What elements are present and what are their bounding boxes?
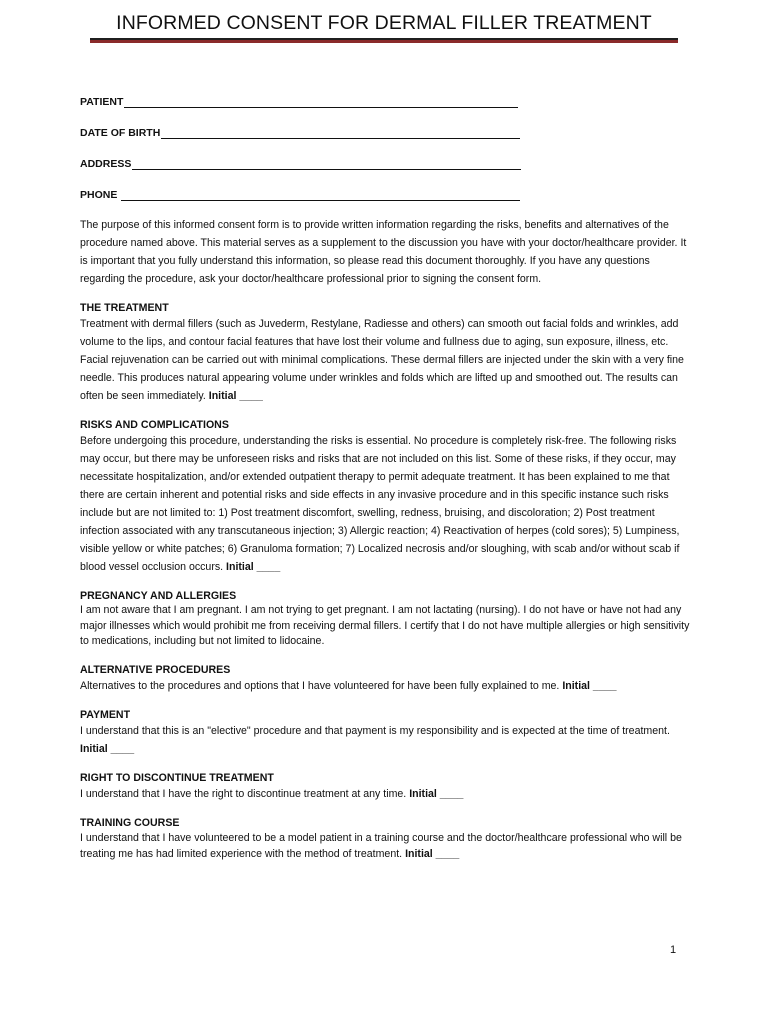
initial-field[interactable]: Initial ____ [405, 847, 460, 860]
initial-field[interactable]: Initial ____ [208, 390, 263, 402]
patient-label: PATIENT [80, 96, 124, 108]
document-title: INFORMED CONSENT FOR DERMAL FILLER TREATMENT [116, 12, 652, 34]
section-body-alternatives: Alternatives to the procedures and options that I have volunteered for have been fully explained to me. Initial ____ [80, 679, 617, 692]
section-body-discontinue: I understand that I have the right to discontinue treatment at any time. Initial ____ [80, 787, 464, 800]
date-of-birth-label: DATE OF BIRTH [80, 127, 161, 139]
initial-field[interactable]: Initial ____ [226, 561, 281, 573]
section-heading-payment: PAYMENT [80, 708, 131, 721]
phone-label: PHONE [80, 189, 121, 201]
section-heading-discontinue: RIGHT TO DISCONTINUE TREATMENT [80, 771, 274, 784]
address-blank-line[interactable] [132, 158, 521, 170]
section-body-treatment: Treatment with dermal fillers (such as Juvederm, Restylane, Radiesse and others) can smooth out facial folds and wrinkles, add volume to the lips, and contour facial features that have lost their volume and fullness due to aging, sun exposure, illness, etc. Facial rejuvenation can be carried out with minimal complications. These dermal fillers are injected under the skin with a very fine needle. This produces natural appearing volume under wrinkles and folds which are lifted up and smoothed out. The results can often be seen immediately. Initial ____ [80, 318, 684, 402]
initial-field[interactable]: Initial ____ [409, 787, 464, 800]
address-field[interactable] [80, 156, 521, 170]
section-heading-pregnancy: PREGNANCY AND ALLERGIES [80, 590, 237, 602]
section-heading-alternatives: ALTERNATIVE PROCEDURES [80, 663, 231, 676]
intro-paragraph: The purpose of this informed consent form is to provide written information regarding the risks, benefits and alternatives of the procedure named above. This material serves as a supplement to the discussion you have with your doctor/healthcare provider. It is important that you fully understand this information, so please read this document thoroughly. If you have any questions regarding the procedure, ask your doctor/healthcare professional prior to signing the consent form. [80, 219, 687, 285]
initial-field[interactable]: Initial ____ [562, 679, 617, 692]
section-body-payment: I understand that this is an "elective" procedure and that payment is my responsibility and is expected at the time of treatment. Initial ____ [80, 724, 670, 755]
address-label: ADDRESS [80, 158, 132, 170]
section-heading-training: TRAINING COURSE [80, 816, 180, 829]
section-body-pregnancy: I am not aware that I am pregnant. I am not trying to get pregnant. I am not lactating (nursing). I do not have or have not had any major illnesses which would prohibit me from receiving dermal fillers. I certify that I do not have multiple allergies or high sensitivity to medications, including but not limited to lidocaine. [80, 604, 690, 647]
patient-field[interactable] [80, 94, 518, 108]
patient-blank-line[interactable] [124, 96, 518, 108]
phone-field[interactable] [80, 187, 520, 201]
section-heading-treatment: THE TREATMENT [80, 302, 169, 314]
title-rule-red [90, 40, 678, 43]
page-number: 1 [670, 944, 677, 956]
date-of-birth-blank-line[interactable] [161, 127, 520, 139]
section-body-risks: Before undergoing this procedure, understanding the risks is essential. No procedure is completely risk-free. The following risks may occur, but there may be unforeseen risks and risks that are not included on this list. Some of these risks, if they occur, may necessitate hospitalization, and/or extended outpatient therapy to permit adequate treatment. It has been explained to me that there are certain inherent and potential risks and side effects in any invasive procedure and in this specific instance such risks include but are not limited to: 1) Post treatment discomfort, swelling, redness, bruising, and discoloration; 2) Post treatment infection associated with any transcutaneous injection; 3) Allergic reaction; 4) Reactivation of herpes (cold sores); 5) Lumpiness, visible yellow or white patches; 6) Granuloma formation; 7) Localized necrosis and/or sloughing, with scab and/or without scab if blood vessel occlusion occurs. Initial ____ [80, 435, 680, 573]
initial-field[interactable]: Initial ____ [80, 742, 135, 755]
section-body-training: I understand that I have volunteered to be a model patient in a training course and the doctor/healthcare professional who will be treating me has had limited experience with the method of treatment. Initial ____ [80, 831, 682, 860]
consent-body [80, 216, 694, 875]
date-of-birth-field[interactable] [80, 125, 520, 139]
phone-blank-line[interactable] [121, 189, 520, 201]
section-heading-risks: RISKS AND COMPLICATIONS [80, 419, 229, 431]
